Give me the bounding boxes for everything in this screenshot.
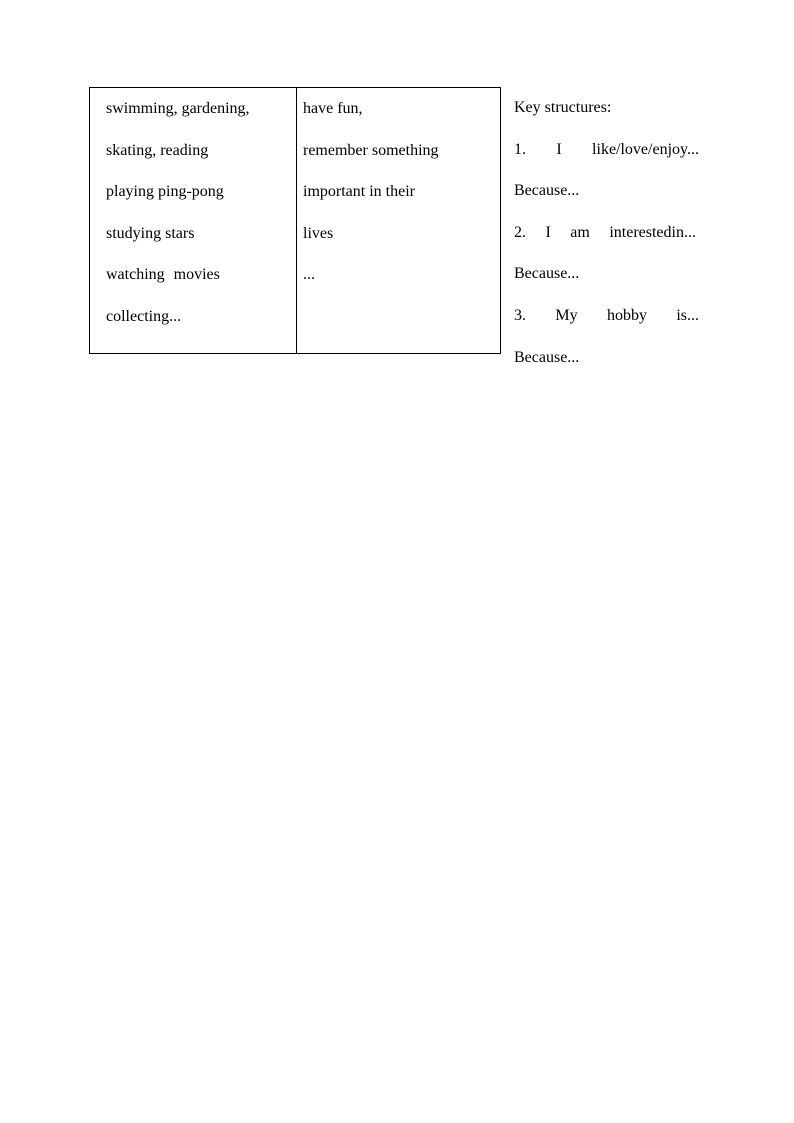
structure-word: My [555,306,578,324]
benefits-column [297,88,500,353]
structure-item-1 [514,139,699,181]
hobby-line: swimming, gardening, [106,100,250,117]
hobby-line: playing ping-pong [106,183,224,201]
benefit-line: ... [303,266,315,284]
structure-number: 1. [514,140,526,158]
structure-word: hobby [606,306,647,324]
benefit-line: remember something [303,141,439,159]
hobbies-column [90,88,297,353]
hobby-table [89,87,501,354]
structure-word: interestedin... [609,223,696,241]
structure-word: am [570,223,590,241]
structure-word: I [545,223,551,241]
structure-word: I [556,140,562,158]
structure-number: 2. [514,223,526,241]
structure-number: 3. [514,306,526,324]
key-structures-heading: Key structures: [514,99,612,116]
structure-word: is... [676,306,699,324]
hobby-line: studying stars [106,224,195,242]
structure-because: Because... [514,348,580,366]
benefit-line: important in their [303,183,415,201]
benefit-line: lives [303,224,334,242]
structure-because: Because... [514,182,580,200]
key-structures [514,97,699,388]
hobby-line: watching movies [106,266,220,284]
hobby-line: skating, reading [106,141,209,159]
hobby-line: collecting... [106,307,182,325]
structure-item-2 [514,222,696,264]
structure-word: like/love/enjoy... [592,140,699,158]
benefit-line: have fun, [303,100,363,117]
structure-item-3 [514,305,699,347]
structure-because: Because... [514,265,580,283]
